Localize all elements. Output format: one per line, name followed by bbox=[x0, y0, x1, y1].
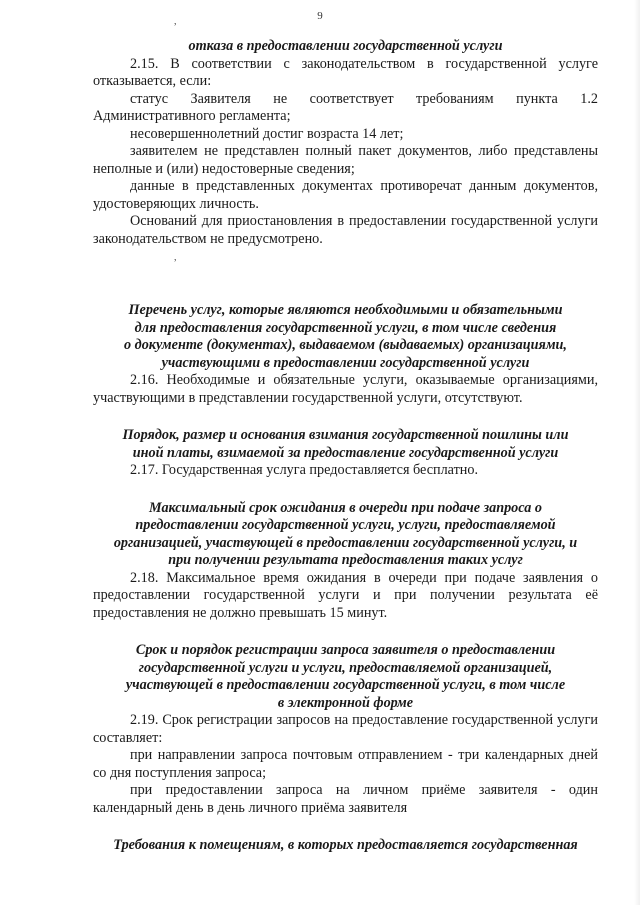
scan-speck: , bbox=[174, 16, 177, 27]
section-heading: организацией, участвующей в предоставлении государственной услуги, и bbox=[113, 534, 578, 551]
scan-speck: , bbox=[174, 252, 177, 263]
paragraph: статус Заявителя не соответствует требованиям пункта 1.2 Административного регламента; bbox=[93, 90, 598, 124]
paragraph: при направлении запроса почтовым отправлением - три календарных дней со дня поступления запроса; bbox=[93, 747, 598, 781]
section-heading: о документе (документах), выдаваемом (выдаваемых) организациями, bbox=[124, 337, 567, 353]
section-heading: Максимальный срок ожидания в очереди при подаче запроса о bbox=[149, 499, 542, 516]
section-heading: государственной услуги и услуги, предоставляемой организацией, bbox=[138, 659, 553, 676]
paragraph-2-19: 2.19. Срок регистрации запросов на предоставление государственной услуги составляет: bbox=[93, 712, 598, 746]
paragraph-2-18: 2.18. Максимальное время ожидания в очереди при подаче заявления о предоставлении государственной услуги и при получении результата её предоставления не должно превышать 15 минут. bbox=[93, 569, 598, 621]
section-heading: участвующими в предоставлении государственной услуги bbox=[161, 354, 530, 371]
paragraph: при предоставлении запроса на личном приёме заявителя - один календарный день в день личного приёма заявителя bbox=[93, 782, 598, 816]
section-heading: Порядок, размер и основания взимания государственной пошлины или bbox=[122, 427, 569, 443]
paragraph-2-15: 2.15. В соответствии с законодательством в государственной услуге отказывается, если: bbox=[93, 55, 598, 89]
section-heading: предоставлении государственной услуги, услуги, предоставляемой bbox=[135, 517, 556, 533]
section-heading: для предоставления государственной услуги, в том числе сведения bbox=[134, 319, 557, 336]
scan-edge bbox=[634, 0, 640, 905]
section-heading: Срок и порядок регистрации запроса заявителя о предоставлении bbox=[135, 642, 556, 658]
section-heading: иной платы, взимаемой за предоставление государственной услуги bbox=[132, 444, 559, 461]
section-heading: в электронной форме bbox=[277, 694, 414, 711]
section-premises bbox=[93, 837, 598, 855]
section-registration bbox=[93, 642, 598, 817]
paragraph: данные в представленных документах противоречат данным документов, удостоверяющих личность. bbox=[93, 178, 598, 212]
document-body bbox=[93, 38, 598, 855]
page-number: 9 bbox=[317, 10, 323, 22]
paragraph: несовершеннолетний достиг возраста 14 лет; bbox=[130, 125, 404, 142]
paragraph-2-16: 2.16. Необходимые и обязательные услуги, оказываемые организациями, участвующими в представлении государственной услуги, отсутствуют. bbox=[93, 372, 598, 406]
section-heading: Требования к помещениям, в которых предоставляется государственная bbox=[113, 837, 578, 853]
section-heading: при получении результата предоставления таких услуг bbox=[168, 552, 523, 568]
section-refusal bbox=[93, 38, 598, 248]
section-heading: участвующей в предоставлении государственной услуги, в том числе bbox=[125, 677, 566, 693]
paragraph: заявителем не представлен полный пакет документов, либо представлены неполные и (или) недостоверные сведения; bbox=[93, 143, 598, 177]
section-heading: Перечень услуг, которые являются необходимыми и обязательными bbox=[128, 302, 563, 318]
section-fees bbox=[93, 427, 598, 480]
paragraph-2-17: 2.17. Государственная услуга предоставляется бесплатно. bbox=[130, 462, 479, 478]
section-queue-time bbox=[93, 500, 598, 623]
paragraph: Оснований для приостановления в предоставлении государственной услуги законодательством не предусмотрено. bbox=[93, 213, 598, 247]
section-required-services bbox=[93, 302, 598, 407]
section-heading: отказа в предоставлении государственной услуги bbox=[188, 38, 503, 54]
